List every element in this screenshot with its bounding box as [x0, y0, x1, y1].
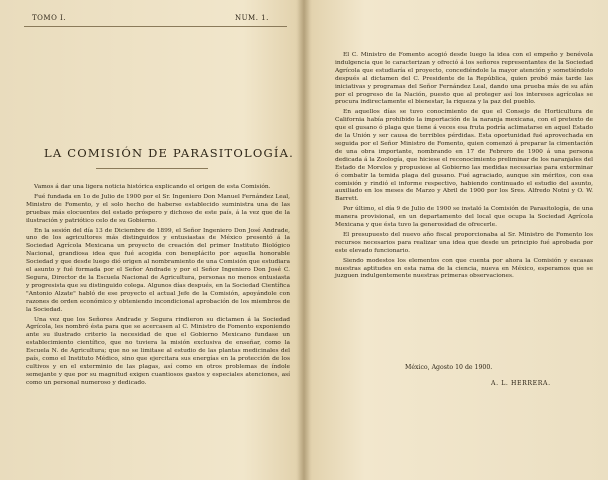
paragraph: El presupuesto del nuevo año fiscal proporcionaba al Sr. Ministro de Fomento los recursos necesarios para realizar una idea que desde un principio fué aprobada por este elevado funcionario. — [335, 231, 593, 254]
volume-header: TOMO I. — [32, 14, 67, 22]
left-page — [0, 0, 303, 480]
date-line: México, Agosto 10 de 1900. — [405, 364, 493, 371]
right-body-text — [335, 52, 593, 283]
paragraph: En la sesión del día 13 de Diciembre de 1899, el Señor Ingeniero Don José Andrade, uno de los agricultores más distinguidos y entusiastas de México presentó á la Sociedad Agrícola Mexicana un proyecto de creación del primer Instituto Biológico Nacional, grandiosa idea que fué acogida con beneplácito por aquella honorable Sociedad y que desde luego dió origen al nombramiento de una Comisión que estudiara el asunto y fué formada por el Señor Andrade y por el Señor Ingeniero Don José C. Segura, Director de la Escuela Nacional de Agricultura, personas no menos entusiasta y progresista que su distinguido colega. Algunos días después, en la Sociedad Científica "Antonio Alzate" habló de ese proyecto el actual Jefe de la Comisión, apoyándole con razones de orden económico y obteniendo incondicional aprobación de los miembros de la Sociedad. — [26, 227, 290, 313]
number-header: NUM. 1. — [235, 14, 269, 22]
paragraph: Siendo modestos los elementos con que cuenta por ahora la Comisión y escasas nuestras aptitudes en esta rama de la ciencia, nueva en México, esperamos que se juzguen indulgentemente nuestras primeras observaciones. — [335, 257, 593, 280]
left-body-text — [26, 184, 290, 390]
author-signature: A. L. HERRERA. — [491, 380, 551, 387]
paragraph: El C. Ministro de Fomento acogió desde luego la idea con el empeño y benévola indulgencia que le caracterizan y ofreció á los señores representantes de la Sociedad Agrícola que estudiaría el proyecto, concediéndole la mayor atención y sometiéndolo después al dictamen del C. Presidente de la República, quien probó más tarde las iniciativas y programas del Señor Fernández Leal, dando una prueba más de su afán por el progreso de la Nación, puesto que al proteger así los intereses agrícolas se procura indirectamente el bienestar, la riqueza y la paz del pueblo. — [335, 52, 593, 106]
paragraph: Fué fundada en 1o de Julio de 1900 por el Sr. Ingeniero Don Manuel Fernández Leal, Ministro de Fomento, y el solo hecho de haberse establecido suministra una de las pruebas más elocuentes del estado próspero y dichoso de este país, á la vez que de la ilustración y patriótico celo de su Gobierno. — [26, 193, 290, 224]
gutter-shadow — [296, 0, 312, 480]
paragraph: En aquellos días se tuvo conocimiento de que el Consejo de Horticultura de California había prohibido la importación de la naranja mexicana, con el pretexto de que el gusano ó plaga que tiene á veces esa fruta podría aclimatarse en aquel Estado de la Unión y ser causa de terribles pérdidas. Esta oportunidad fué aprovechada en seguida por el Señor Ministro de Fomento, quien comenzó á preparar la cimentación de una obra importante, nombrando en 17 de Febrero de 1900 á una persona dedicada á la Zoología, que hiciese el reconocimiento preliminar de los naranjales del Estado de Morelos y propusiese al Gobierno las medidas necesarias para exterminar ó combatir la temida plaga del gusano. Fué agraciado, aunque sin méritos, con esa comisión y rindió el informe respectivo, habiendo continuado el estudio del asunto, auxiliado en los meses de Marzo y Abril de 1900 por los Sres. Alfredo Notni y O. W. Barrett. — [335, 109, 593, 203]
paragraph: Vamos á dar una ligera noticia histórica explicando el origen de esta Comisión. — [34, 184, 271, 190]
right-page — [305, 0, 608, 480]
article-title: LA COMISIÓN DE PARASITOLOGÍA. — [44, 146, 295, 160]
title-rule — [96, 168, 208, 169]
header-rule — [24, 26, 287, 27]
paragraph: Una vez que los Señores Andrade y Segura rindieron su dictamen á la Sociedad Agrícola, les nombró ésta para que se acercasen al C. Ministro de Fomento exponiendo ante su ilustrado criterio la necesidad de que el Gobierno Mexicano fundase un establecimiento científico, que no tuviera la misión exclusiva de enseñar, como la Escuela N. de Agricultura; que no se limitase al estudio de las plantas medicinales del país, como el Instituto Médico, sino que ejercitara sus energías en la protección de los cultivos y en el exterminio de las plagas, así como en otros problemas de índole semejante y que por su magnitud exigen cuantiosos gastos y especiales atenciones, así como un personal numeroso y dedicado. — [26, 316, 290, 386]
paragraph: Por último, el día 9 de Julio de 1900 se instaló la Comisión de Parasitología, de una manera provisional, en un departamento del local que ocupa la Sociedad Agrícola Mexicana y que ésta tuvo la generosidad de ofrecerle. — [335, 206, 593, 229]
